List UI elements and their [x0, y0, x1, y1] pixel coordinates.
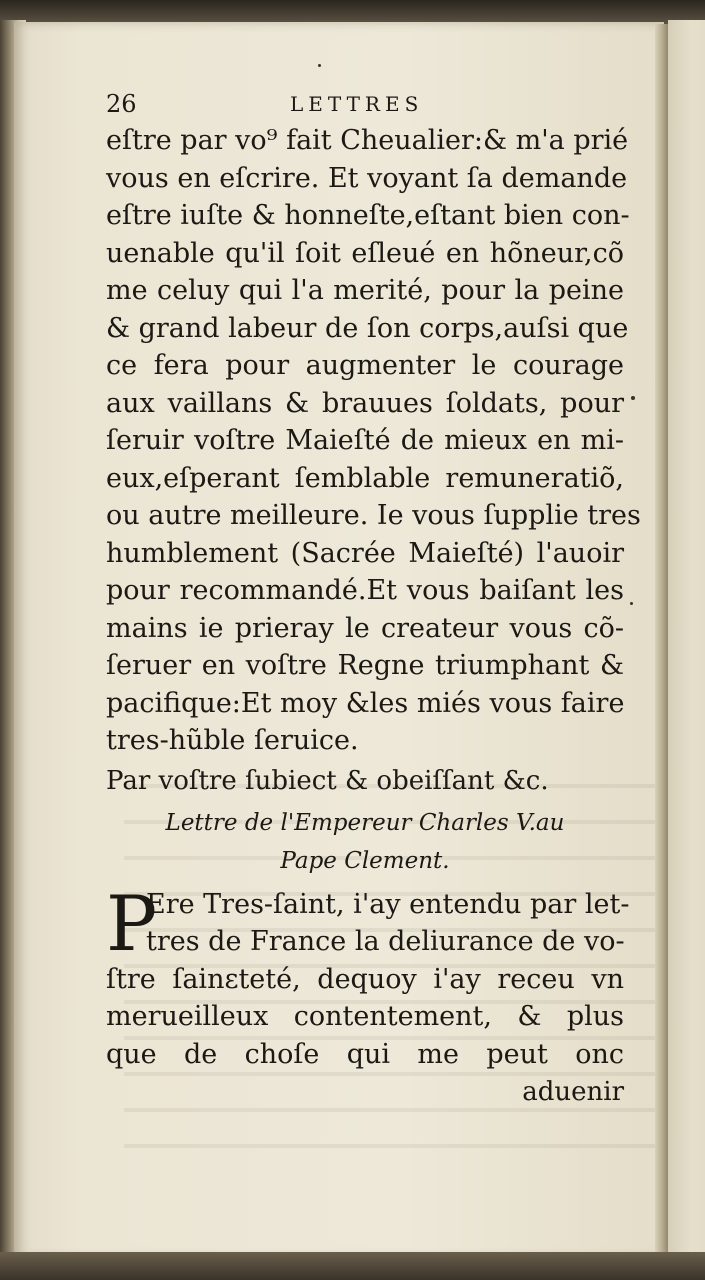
text-line: ſtre ſainɛteté, dequoy i'ay receu vn: [106, 963, 624, 995]
text-line: & grand labeur de ſon corps,auſsi que: [106, 312, 629, 344]
book-gutter: [655, 24, 669, 1256]
text-line: pour recommandé.Et vous baiſant les: [106, 575, 624, 606]
text-line: humblement (Sacrée Maieſté) l'auoir: [106, 537, 624, 569]
text-line: pacifique:Et moy &les miés vous faire: [106, 687, 625, 719]
page-text-block: [106, 86, 641, 1111]
text-line: me celuy qui l'a merité, pour la peine: [106, 275, 624, 306]
ink-speck: [318, 64, 321, 67]
letter-closing: Par voſtre ſubiect & obeiſſant &c.: [106, 765, 549, 796]
text-line: Ere Tres-ſaint, i'ay entendu par let-: [146, 888, 630, 920]
letter-title: Lettre de l'Empereur Charles V.au: [165, 809, 565, 836]
text-line: ce fera pour augmenter le courage: [106, 350, 624, 381]
paragraph-1: [106, 122, 641, 760]
drop-cap: P: [106, 878, 158, 968]
page-header: [106, 86, 624, 122]
text-line: que de choſe qui me peut onc: [106, 1038, 624, 1070]
book-bottom-edge: [0, 1252, 705, 1280]
catchword-row: [106, 1073, 624, 1111]
ink-speck: [631, 396, 635, 400]
text-line: eſtre iuſte & honneſte,eſtant bien con-: [106, 200, 630, 231]
book-top-edge: [0, 0, 705, 24]
text-line: merueilleux contentement, & plus: [106, 1001, 624, 1032]
letter-title-continued: Pape Clement.: [280, 847, 450, 874]
text-line: eux,eſperant ſemblable remuneratiõ,: [106, 462, 624, 494]
facing-page-edge: [668, 20, 705, 1260]
text-line: eſtre par vo⁹ fait Cheualier:& m'a prié: [106, 125, 629, 156]
page-number: 26: [106, 90, 137, 118]
text-line: uenable qu'il ſoit eſleué en hõneur,cõ: [106, 237, 624, 269]
text-line: ſeruer en voſtre Regne triumphant &: [106, 650, 624, 681]
running-head: LETTRES: [290, 92, 424, 116]
ink-speck: [630, 602, 633, 605]
text-line: ou autre meilleure. Ie vous ſupplie tres: [106, 500, 641, 531]
text-line: tres de France la deliurance de vo-: [146, 926, 625, 957]
text-line: aux vaillans & brauues ſoldats, pour: [106, 387, 624, 419]
text-line: ſeruir voſtre Maieſté de mieux en mi-: [106, 425, 624, 456]
paragraph-2: [106, 878, 630, 1074]
text-line: mains ie prieray le createur vous cõ-: [106, 612, 624, 644]
text-line: vous en eſcrire. Et voyant ſa demande: [106, 162, 628, 194]
text-line: tres-hũble ſeruice.: [106, 725, 359, 756]
catchword: aduenir: [522, 1077, 624, 1107]
